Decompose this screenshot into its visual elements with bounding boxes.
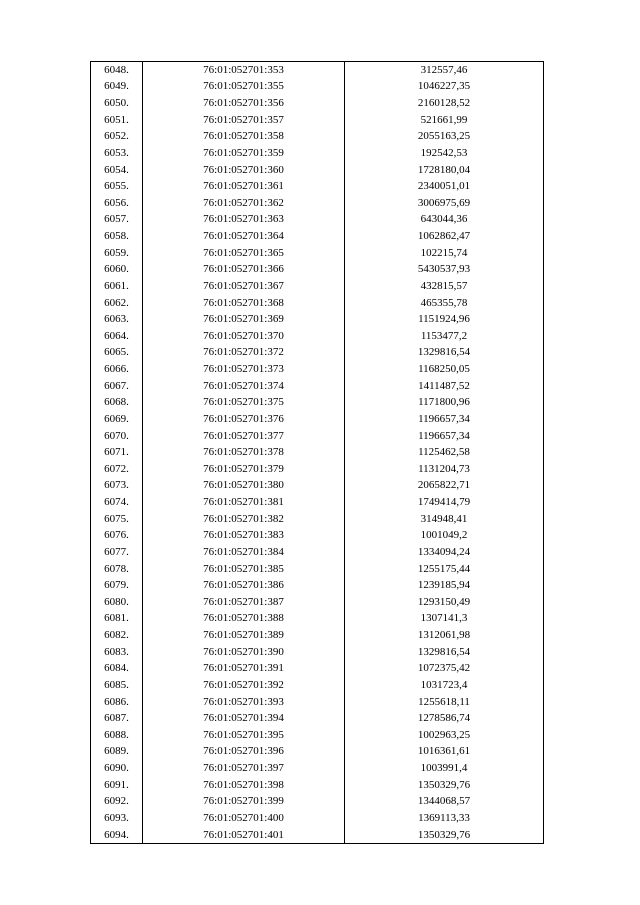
- cadastral-value-cell: 1329816,54: [345, 345, 544, 362]
- cadastral-value-cell: 1239185,94: [345, 577, 544, 594]
- cadastral-value-cell: 314948,41: [345, 511, 544, 528]
- cadastral-value-cell: 1334094,24: [345, 544, 544, 561]
- row-number-cell: 6062.: [91, 295, 143, 312]
- cadastral-number-cell: 76:01:052701:359: [143, 145, 345, 162]
- table-row: [91, 178, 544, 195]
- table-row: [91, 195, 544, 212]
- cadastral-value-cell: 1312061,98: [345, 627, 544, 644]
- row-number-cell: 6060.: [91, 262, 143, 279]
- cadastral-number-cell: 76:01:052701:375: [143, 395, 345, 412]
- row-number-cell: 6071.: [91, 444, 143, 461]
- row-number-cell: 6055.: [91, 178, 143, 195]
- table-row: [91, 810, 544, 827]
- row-number-cell: 6053.: [91, 145, 143, 162]
- row-number-cell: 6070.: [91, 428, 143, 445]
- cadastral-number-cell: 76:01:052701:384: [143, 544, 345, 561]
- cadastral-number-cell: 76:01:052701:368: [143, 295, 345, 312]
- table-row: [91, 395, 544, 412]
- cadastral-value-cell: 1153477,2: [345, 328, 544, 345]
- cadastral-value-cell: 1002963,25: [345, 727, 544, 744]
- row-number-cell: 6091.: [91, 777, 143, 794]
- cadastral-value-cell: 1196657,34: [345, 428, 544, 445]
- table-row: [91, 328, 544, 345]
- cadastral-value-cell: 1003991,4: [345, 760, 544, 777]
- row-number-cell: 6048.: [91, 62, 143, 79]
- row-number-cell: 6087.: [91, 710, 143, 727]
- cadastral-number-cell: 76:01:052701:378: [143, 444, 345, 461]
- row-number-cell: 6072.: [91, 461, 143, 478]
- row-number-cell: 6083.: [91, 644, 143, 661]
- table-row: [91, 295, 544, 312]
- cadastral-value-cell: 1749414,79: [345, 494, 544, 511]
- cadastral-value-cell: 1046227,35: [345, 79, 544, 96]
- row-number-cell: 6085.: [91, 677, 143, 694]
- cadastral-number-cell: 76:01:052701:390: [143, 644, 345, 661]
- table-row: [91, 694, 544, 711]
- cadastral-value-table: [90, 61, 544, 844]
- cadastral-value-cell: 2065822,71: [345, 478, 544, 495]
- cadastral-value-cell: 1062862,47: [345, 228, 544, 245]
- row-number-cell: 6089.: [91, 744, 143, 761]
- cadastral-value-cell: 1072375,42: [345, 661, 544, 678]
- cadastral-number-cell: 76:01:052701:355: [143, 79, 345, 96]
- table-row: [91, 129, 544, 146]
- cadastral-value-cell: 1411487,52: [345, 378, 544, 395]
- row-number-cell: 6082.: [91, 627, 143, 644]
- row-number-cell: 6084.: [91, 661, 143, 678]
- cadastral-value-cell: 1031723,4: [345, 677, 544, 694]
- table-row: [91, 494, 544, 511]
- row-number-cell: 6054.: [91, 162, 143, 179]
- cadastral-number-cell: 76:01:052701:373: [143, 361, 345, 378]
- cadastral-number-cell: 76:01:052701:379: [143, 461, 345, 478]
- row-number-cell: 6069.: [91, 411, 143, 428]
- cadastral-value-cell: 1307141,3: [345, 611, 544, 628]
- cadastral-number-cell: 76:01:052701:364: [143, 228, 345, 245]
- cadastral-number-cell: 76:01:052701:400: [143, 810, 345, 827]
- cadastral-value-cell: 465355,78: [345, 295, 544, 312]
- cadastral-number-cell: 76:01:052701:356: [143, 95, 345, 112]
- row-number-cell: 6093.: [91, 810, 143, 827]
- cadastral-number-cell: 76:01:052701:361: [143, 178, 345, 195]
- row-number-cell: 6059.: [91, 245, 143, 262]
- cadastral-value-cell: 1131204,73: [345, 461, 544, 478]
- table-row: [91, 611, 544, 628]
- cadastral-value-cell: 3006975,69: [345, 195, 544, 212]
- row-number-cell: 6075.: [91, 511, 143, 528]
- row-number-cell: 6067.: [91, 378, 143, 395]
- table-row: [91, 594, 544, 611]
- cadastral-number-cell: 76:01:052701:380: [143, 478, 345, 495]
- row-number-cell: 6086.: [91, 694, 143, 711]
- row-number-cell: 6088.: [91, 727, 143, 744]
- cadastral-number-cell: 76:01:052701:372: [143, 345, 345, 362]
- cadastral-value-cell: 1016361,61: [345, 744, 544, 761]
- cadastral-value-cell: 1255175,44: [345, 561, 544, 578]
- row-number-cell: 6094.: [91, 827, 143, 844]
- row-number-cell: 6050.: [91, 95, 143, 112]
- cadastral-value-cell: 1369113,33: [345, 810, 544, 827]
- table-row: [91, 478, 544, 495]
- table-row: [91, 411, 544, 428]
- cadastral-value-cell: 2160128,52: [345, 95, 544, 112]
- row-number-cell: 6064.: [91, 328, 143, 345]
- cadastral-value-cell: 521661,99: [345, 112, 544, 129]
- table-row: [91, 428, 544, 445]
- cadastral-number-cell: 76:01:052701:393: [143, 694, 345, 711]
- table-row: [91, 544, 544, 561]
- cadastral-number-cell: 76:01:052701:381: [143, 494, 345, 511]
- cadastral-number-cell: 76:01:052701:363: [143, 212, 345, 229]
- table-row: [91, 311, 544, 328]
- cadastral-number-cell: 76:01:052701:401: [143, 827, 345, 844]
- table-row: [91, 461, 544, 478]
- cadastral-number-cell: 76:01:052701:391: [143, 661, 345, 678]
- row-number-cell: 6076.: [91, 528, 143, 545]
- cadastral-value-cell: 5430537,93: [345, 262, 544, 279]
- table-row: [91, 444, 544, 461]
- row-number-cell: 6080.: [91, 594, 143, 611]
- cadastral-value-cell: 432815,57: [345, 278, 544, 295]
- cadastral-value-cell: 1196657,34: [345, 411, 544, 428]
- cadastral-value-cell: 312557,46: [345, 62, 544, 79]
- table-row: [91, 212, 544, 229]
- table-row: [91, 627, 544, 644]
- cadastral-value-cell: 1255618,11: [345, 694, 544, 711]
- row-number-cell: 6063.: [91, 311, 143, 328]
- cadastral-value-cell: 2055163,25: [345, 129, 544, 146]
- table-row: [91, 62, 544, 79]
- table-row: [91, 95, 544, 112]
- cadastral-number-cell: 76:01:052701:362: [143, 195, 345, 212]
- cadastral-value-cell: 1728180,04: [345, 162, 544, 179]
- cadastral-number-cell: 76:01:052701:377: [143, 428, 345, 445]
- row-number-cell: 6078.: [91, 561, 143, 578]
- table-row: [91, 278, 544, 295]
- row-number-cell: 6051.: [91, 112, 143, 129]
- cadastral-number-cell: 76:01:052701:388: [143, 611, 345, 628]
- cadastral-number-cell: 76:01:052701:392: [143, 677, 345, 694]
- cadastral-number-cell: 76:01:052701:396: [143, 744, 345, 761]
- cadastral-value-cell: 2340051,01: [345, 178, 544, 195]
- table-row: [91, 677, 544, 694]
- row-number-cell: 6052.: [91, 129, 143, 146]
- table-row: [91, 145, 544, 162]
- cadastral-value-cell: 1001049,2: [345, 528, 544, 545]
- cadastral-number-cell: 76:01:052701:365: [143, 245, 345, 262]
- row-number-cell: 6058.: [91, 228, 143, 245]
- table-row: [91, 561, 544, 578]
- row-number-cell: 6081.: [91, 611, 143, 628]
- table-body: [91, 62, 544, 844]
- table-row: [91, 228, 544, 245]
- cadastral-value-cell: 1168250,05: [345, 361, 544, 378]
- cadastral-number-cell: 76:01:052701:366: [143, 262, 345, 279]
- table-row: [91, 361, 544, 378]
- cadastral-number-cell: 76:01:052701:353: [143, 62, 345, 79]
- table-row: [91, 777, 544, 794]
- cadastral-number-cell: 76:01:052701:374: [143, 378, 345, 395]
- table-row: [91, 345, 544, 362]
- cadastral-value-cell: 1171800,96: [345, 395, 544, 412]
- row-number-cell: 6079.: [91, 577, 143, 594]
- table-row: [91, 710, 544, 727]
- cadastral-value-cell: 192542,53: [345, 145, 544, 162]
- cadastral-number-cell: 76:01:052701:398: [143, 777, 345, 794]
- cadastral-value-cell: 1344068,57: [345, 794, 544, 811]
- row-number-cell: 6074.: [91, 494, 143, 511]
- cadastral-value-cell: 1329816,54: [345, 644, 544, 661]
- cadastral-number-cell: 76:01:052701:357: [143, 112, 345, 129]
- cadastral-number-cell: 76:01:052701:399: [143, 794, 345, 811]
- cadastral-value-cell: 1151924,96: [345, 311, 544, 328]
- row-number-cell: 6066.: [91, 361, 143, 378]
- cadastral-number-cell: 76:01:052701:389: [143, 627, 345, 644]
- cadastral-number-cell: 76:01:052701:394: [143, 710, 345, 727]
- row-number-cell: 6049.: [91, 79, 143, 96]
- cadastral-number-cell: 76:01:052701:369: [143, 311, 345, 328]
- table-row: [91, 378, 544, 395]
- table-row: [91, 162, 544, 179]
- row-number-cell: 6090.: [91, 760, 143, 777]
- table-row: [91, 112, 544, 129]
- cadastral-value-cell: 1278586,74: [345, 710, 544, 727]
- cadastral-number-cell: 76:01:052701:382: [143, 511, 345, 528]
- row-number-cell: 6057.: [91, 212, 143, 229]
- table-row: [91, 644, 544, 661]
- table-row: [91, 528, 544, 545]
- table-row: [91, 727, 544, 744]
- cadastral-value-cell: 102215,74: [345, 245, 544, 262]
- cadastral-number-cell: 76:01:052701:360: [143, 162, 345, 179]
- row-number-cell: 6061.: [91, 278, 143, 295]
- cadastral-value-cell: 1125462,58: [345, 444, 544, 461]
- table-row: [91, 79, 544, 96]
- table-row: [91, 262, 544, 279]
- cadastral-number-cell: 76:01:052701:397: [143, 760, 345, 777]
- cadastral-number-cell: 76:01:052701:376: [143, 411, 345, 428]
- cadastral-number-cell: 76:01:052701:385: [143, 561, 345, 578]
- table-row: [91, 827, 544, 844]
- table-row: [91, 245, 544, 262]
- row-number-cell: 6073.: [91, 478, 143, 495]
- row-number-cell: 6077.: [91, 544, 143, 561]
- row-number-cell: 6068.: [91, 395, 143, 412]
- cadastral-number-cell: 76:01:052701:358: [143, 129, 345, 146]
- cadastral-number-cell: 76:01:052701:370: [143, 328, 345, 345]
- table-row: [91, 577, 544, 594]
- table-row: [91, 511, 544, 528]
- cadastral-number-cell: 76:01:052701:395: [143, 727, 345, 744]
- row-number-cell: 6092.: [91, 794, 143, 811]
- table-row: [91, 794, 544, 811]
- cadastral-number-cell: 76:01:052701:387: [143, 594, 345, 611]
- cadastral-value-cell: 1350329,76: [345, 827, 544, 844]
- row-number-cell: 6065.: [91, 345, 143, 362]
- cadastral-value-cell: 1293150,49: [345, 594, 544, 611]
- cadastral-value-cell: 1350329,76: [345, 777, 544, 794]
- table-row: [91, 661, 544, 678]
- cadastral-number-cell: 76:01:052701:367: [143, 278, 345, 295]
- row-number-cell: 6056.: [91, 195, 143, 212]
- cadastral-number-cell: 76:01:052701:386: [143, 577, 345, 594]
- table-row: [91, 744, 544, 761]
- table-row: [91, 760, 544, 777]
- cadastral-value-cell: 643044,36: [345, 212, 544, 229]
- cadastral-number-cell: 76:01:052701:383: [143, 528, 345, 545]
